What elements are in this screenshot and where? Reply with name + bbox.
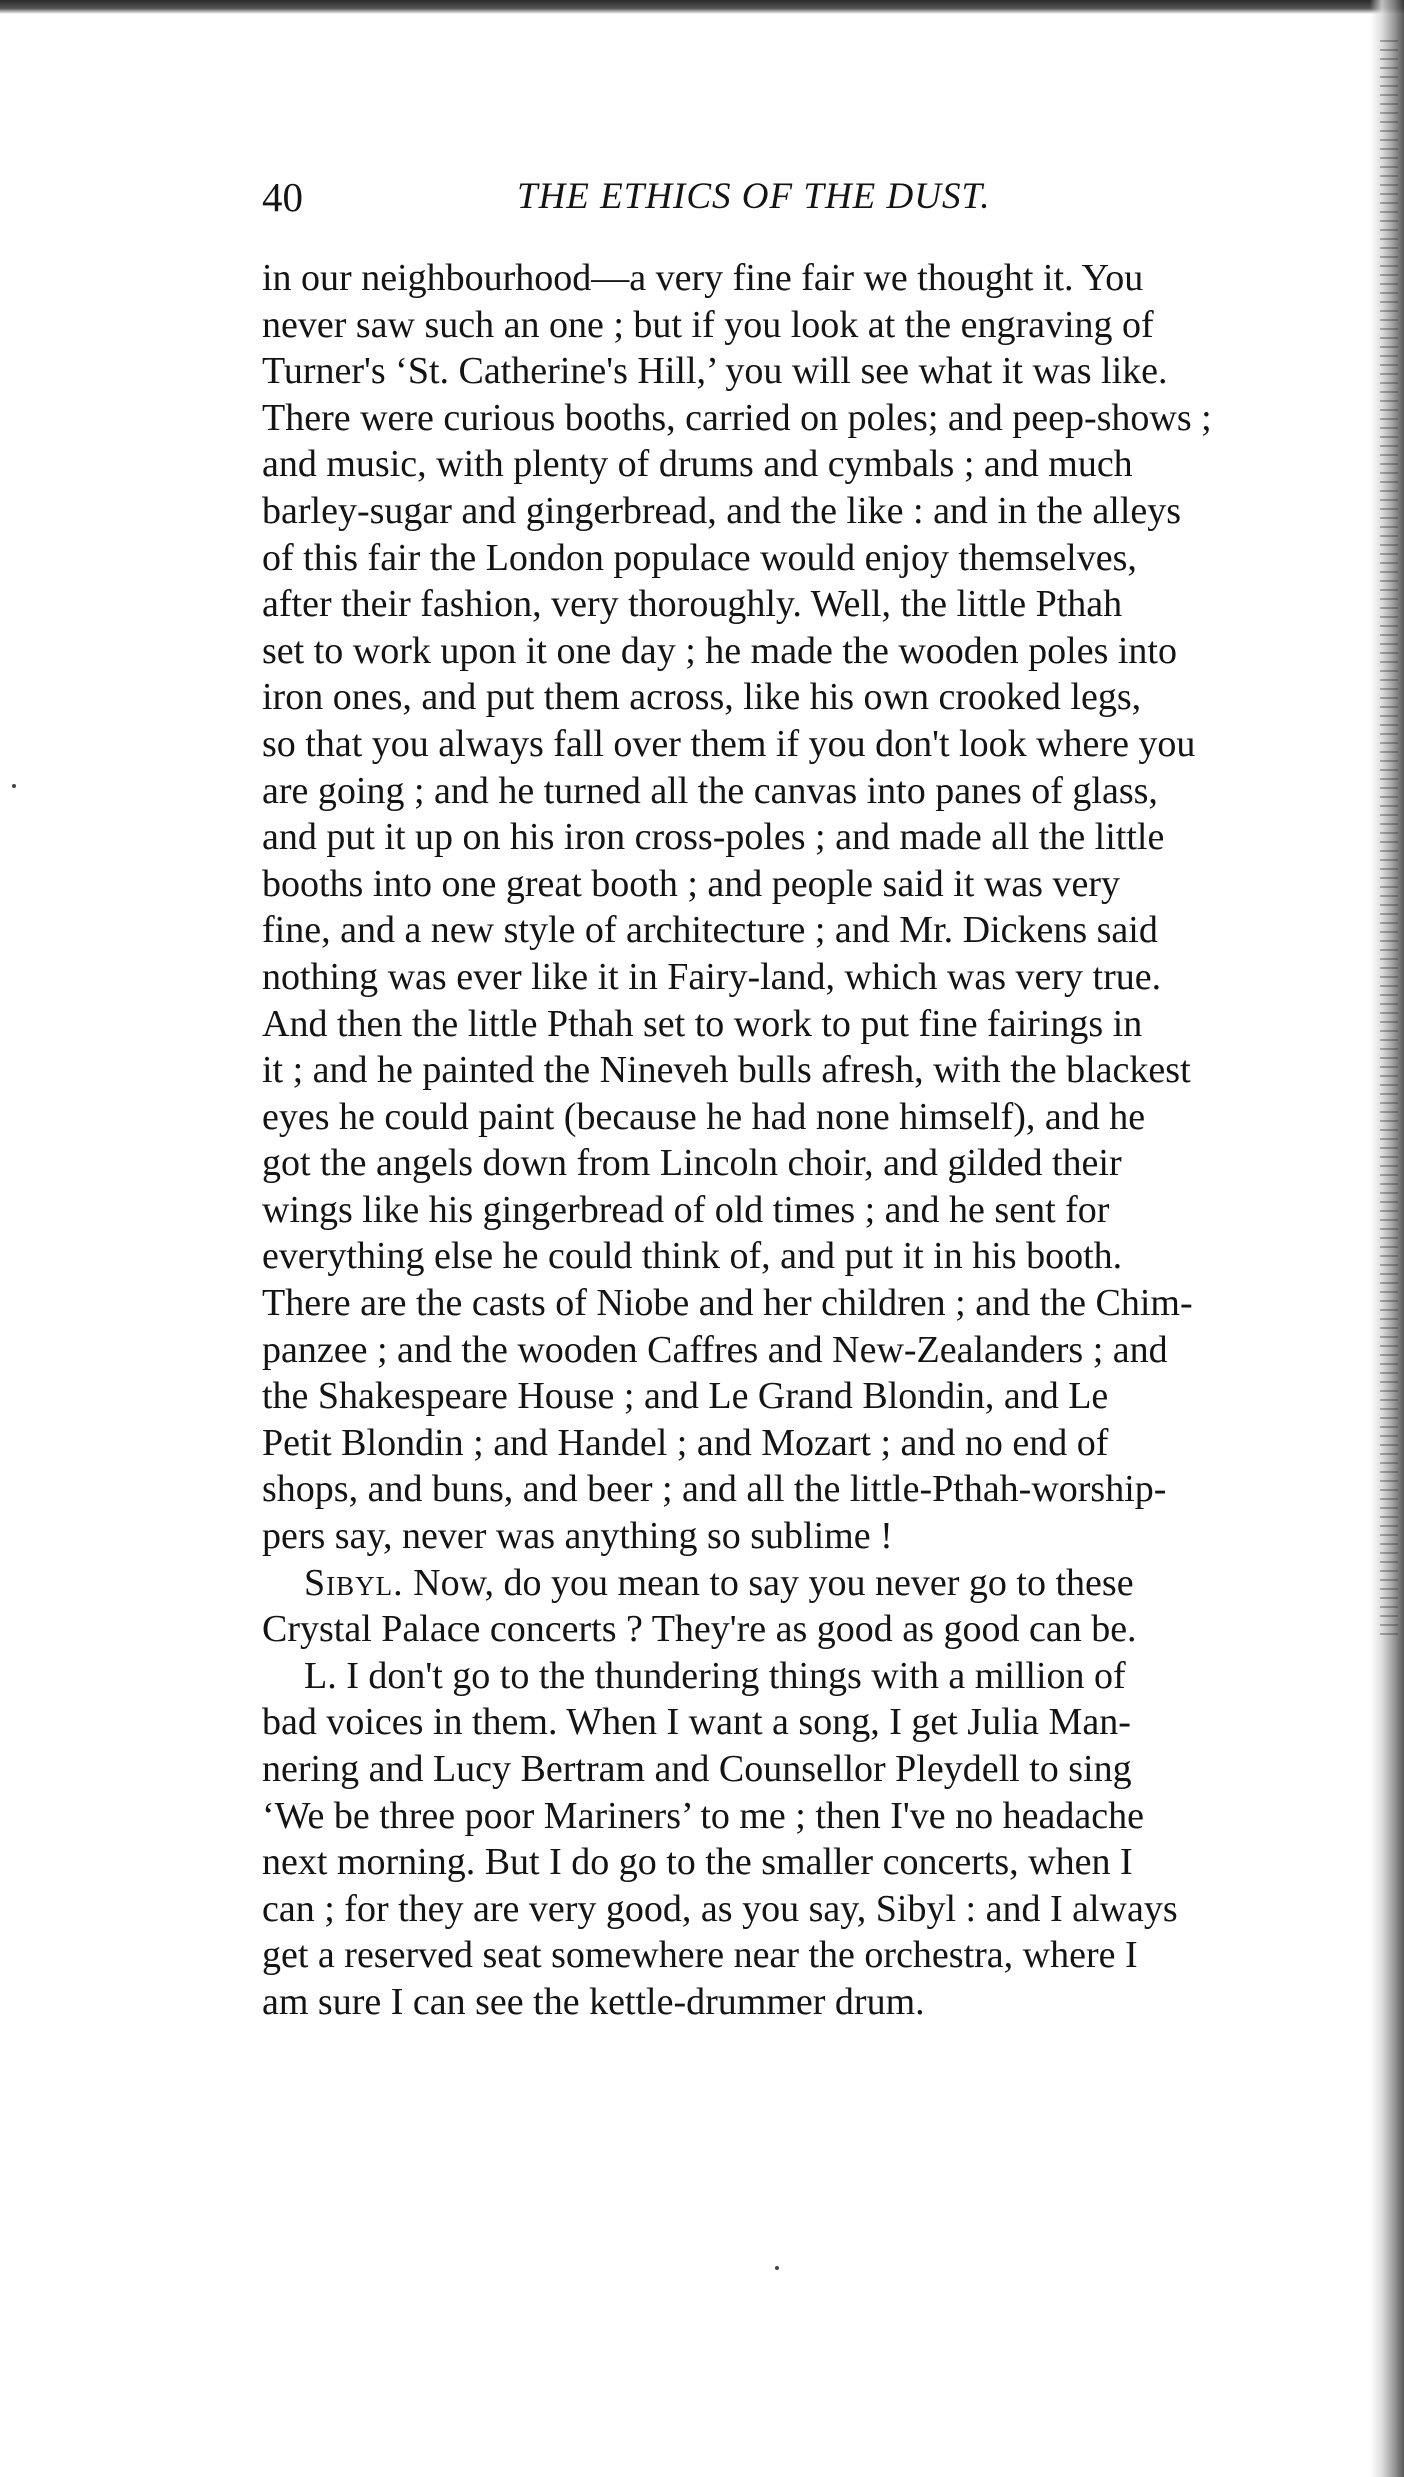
paragraph-sibyl [262, 1560, 1342, 1653]
running-title: THE ETHICS OF THE DUST. [517, 176, 991, 217]
text-line: There were curious booths, carried on poles; and peep-shows ; [262, 396, 1212, 439]
paragraph-fair [262, 255, 1342, 1560]
text-line: it ; and he painted the Nineveh bulls afresh, with the blackest [262, 1049, 1191, 1092]
text-line: next morning. But I do go to the smaller concerts, when I [262, 1841, 1133, 1884]
text-line: set to work upon it one day ; he made the wooden poles into [262, 629, 1177, 672]
text-line: are going ; and he turned all the canvas into panes of glass, [262, 769, 1158, 812]
text-line: so that you always fall over them if you don't look where you [262, 722, 1196, 765]
text-line: am sure I can see the kettle-drummer drum. [262, 1980, 925, 2023]
text-line: after their fashion, very thoroughly. Well, the little Pthah [262, 583, 1123, 626]
text-line: shops, and buns, and beer ; and all the little-Pthah-worship- [262, 1468, 1167, 1511]
text-line: ‘We be three poor Mariners’ to me ; then I've no headache [262, 1794, 1144, 1837]
text-line: the Shakespeare House ; and Le Grand Blondin, and Le [262, 1375, 1109, 1418]
text-line: of this fair the London populace would enjoy themselves, [262, 536, 1137, 579]
text-line: There are the casts of Niobe and her children ; and the Chim- [262, 1282, 1193, 1325]
text-line: can ; for they are very good, as you say, Sibyl : and I always [262, 1887, 1178, 1930]
text-line [262, 1560, 1342, 1607]
text-line: And then the little Pthah set to work to put fine fairings in [262, 1002, 1143, 1045]
page-number: 40 [262, 174, 303, 220]
text-line: bad voices in them. When I want a song, I get Julia Man- [262, 1701, 1131, 1744]
page-edge-speckle [1380, 40, 1398, 1640]
text-line: L. I don't go to the thundering things with a million of [304, 1654, 1126, 1697]
text-line: iron ones, and put them across, like his own crooked legs, [262, 676, 1142, 719]
body-text [262, 255, 1342, 2026]
text-line: nothing was ever like it in Fairy-land, which was very true. [262, 955, 1162, 998]
text-line: get a reserved seat somewhere near the orchestra, where I [262, 1934, 1138, 1977]
text-line: Petit Blondin ; and Handel ; and Mozart ; and no end of [262, 1421, 1109, 1464]
text-line: got the angels down from Lincoln choir, and gilded their [262, 1142, 1122, 1185]
stray-mark [12, 784, 16, 788]
text-line: barley-sugar and gingerbread, and the like : and in the alleys [262, 489, 1182, 532]
text-line: wings like his gingerbread of old times ; and he sent for [262, 1188, 1110, 1231]
stray-mark [775, 2266, 779, 2270]
text-line: and put it up on his iron cross-poles ; and made all the little [262, 816, 1165, 859]
text-line: fine, and a new style of architecture ; and Mr. Dickens said [262, 909, 1158, 952]
text-line: booths into one great booth ; and people said it was very [262, 862, 1120, 905]
text-line: in our neighbourhood—a very fine fair we thought it. You [262, 257, 1144, 299]
text-line: everything else he could think of, and put it in his booth. [262, 1235, 1123, 1278]
text-line: Crystal Palace concerts ? They're as good as good can be. [262, 1608, 1137, 1651]
text-line: never saw such an one ; but if you look at the engraving of [262, 303, 1154, 346]
running-head [262, 172, 1082, 222]
text-line: pers say, never was anything so sublime ! [262, 1515, 893, 1558]
text-line: eyes he could paint (because he had none himself), and he [262, 1095, 1146, 1138]
text-line: and music, with plenty of drums and cymbals ; and much [262, 443, 1133, 486]
speaker-name: Sibyl. [304, 1561, 404, 1604]
speech-text: Now, do you mean to say you never go to these [413, 1561, 1134, 1604]
page-top-edge-shadow [0, 0, 1404, 14]
text-line: nering and Lucy Bertram and Counsellor Pleydell to sing [262, 1748, 1132, 1790]
text-line: panzee ; and the wooden Caffres and New-Zealanders ; and [262, 1328, 1168, 1371]
text-line: Turner's ‘St. Catherine's Hill,’ you will see what it was like. [262, 350, 1168, 393]
paragraph-reply [262, 1653, 1342, 2026]
